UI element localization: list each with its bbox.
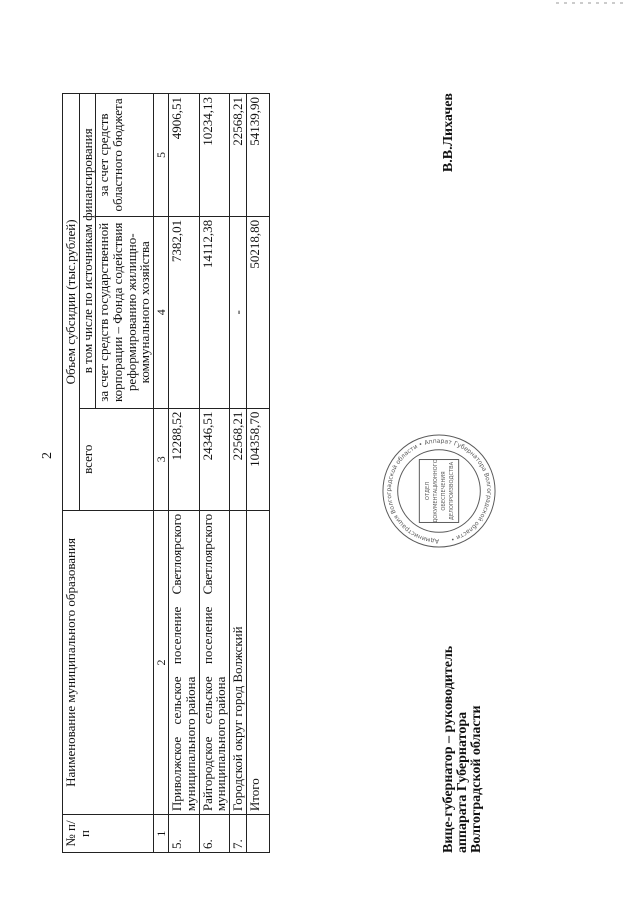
column-index: 5 bbox=[153, 94, 169, 217]
signatory-title bbox=[442, 93, 484, 853]
row-number: 7. bbox=[230, 815, 247, 853]
row-municipality: Райгородское сельское поселение Светлоярского муниципального района bbox=[199, 510, 229, 814]
column-index: 1 bbox=[153, 815, 169, 853]
row-fund: - bbox=[230, 216, 247, 408]
row-number: 6. bbox=[199, 815, 229, 853]
row-regional: 10234,13 bbox=[199, 94, 229, 217]
total-fund: 50218,80 bbox=[246, 216, 270, 408]
total-regional: 54139,90 bbox=[246, 94, 270, 217]
row-regional: 22568,21 bbox=[230, 94, 247, 217]
stamp-ring-text: Администрация Волгоградской области • Аппарат Губернатора Волгоградской области • bbox=[385, 437, 493, 545]
table-row bbox=[169, 94, 199, 853]
stamp-line: ДОКУМЕНТАЦИОННОГО bbox=[433, 459, 440, 523]
scan-edge-mark bbox=[556, 2, 626, 8]
table-header-row bbox=[63, 94, 80, 853]
table-row bbox=[230, 94, 247, 853]
total-row bbox=[246, 94, 270, 853]
table-row bbox=[199, 94, 229, 853]
stamp-line: ДЕЛОПРОИЗВОДСТВА bbox=[448, 461, 455, 521]
stamp-line: ОБЕСПЕЧЕНИЯ bbox=[440, 471, 447, 511]
header-sources: в том числе по источникам финансирования bbox=[79, 94, 96, 409]
header-fund: за счет средств государственной корпорации – Фонда содействия реформированию жилищно-коммунального хозяйства bbox=[96, 216, 154, 408]
row-total: 22568,21 bbox=[230, 408, 247, 510]
header-total: всего bbox=[79, 408, 153, 510]
total-sum: 104358,70 bbox=[246, 408, 270, 510]
signatory-title-line: Вице-губернатор – руководитель bbox=[441, 645, 456, 853]
total-label: Итого bbox=[246, 510, 270, 814]
row-regional: 4906,51 bbox=[169, 94, 199, 217]
header-regional-budget: за счет средств областного бюджета bbox=[96, 94, 154, 217]
row-municipality: Приволжское сельское поселение Светлоярского муниципального района bbox=[169, 510, 199, 814]
header-subsidy-volume: Объем субсидии (тыс.рублей) bbox=[63, 94, 80, 511]
row-fund: 14112,38 bbox=[199, 216, 229, 408]
header-municipality: Наименование муниципального образования bbox=[63, 510, 154, 814]
row-number: 5. bbox=[169, 815, 199, 853]
header-number: № п/п bbox=[63, 815, 154, 853]
column-index-row bbox=[153, 94, 169, 853]
row-fund: 7382,01 bbox=[169, 216, 199, 408]
row-total: 24346,51 bbox=[199, 408, 229, 510]
signatory-title-line: аппарата Губернатора bbox=[455, 711, 470, 853]
signatory-title-line: Волгоградской области bbox=[469, 705, 484, 853]
column-index: 3 bbox=[153, 408, 169, 510]
column-index: 2 bbox=[153, 510, 169, 814]
page-number: 2 bbox=[40, 452, 55, 459]
signatory-name: В.В.Лихачев bbox=[441, 93, 456, 173]
column-index: 4 bbox=[153, 216, 169, 408]
row-municipality: Городской округ город Волжский bbox=[230, 510, 247, 814]
row-total: 12288,52 bbox=[169, 408, 199, 510]
subsidy-table bbox=[62, 93, 270, 853]
row-number bbox=[246, 815, 270, 853]
stamp-line: ОТДЕЛ bbox=[425, 481, 432, 501]
signature-block bbox=[442, 93, 484, 853]
